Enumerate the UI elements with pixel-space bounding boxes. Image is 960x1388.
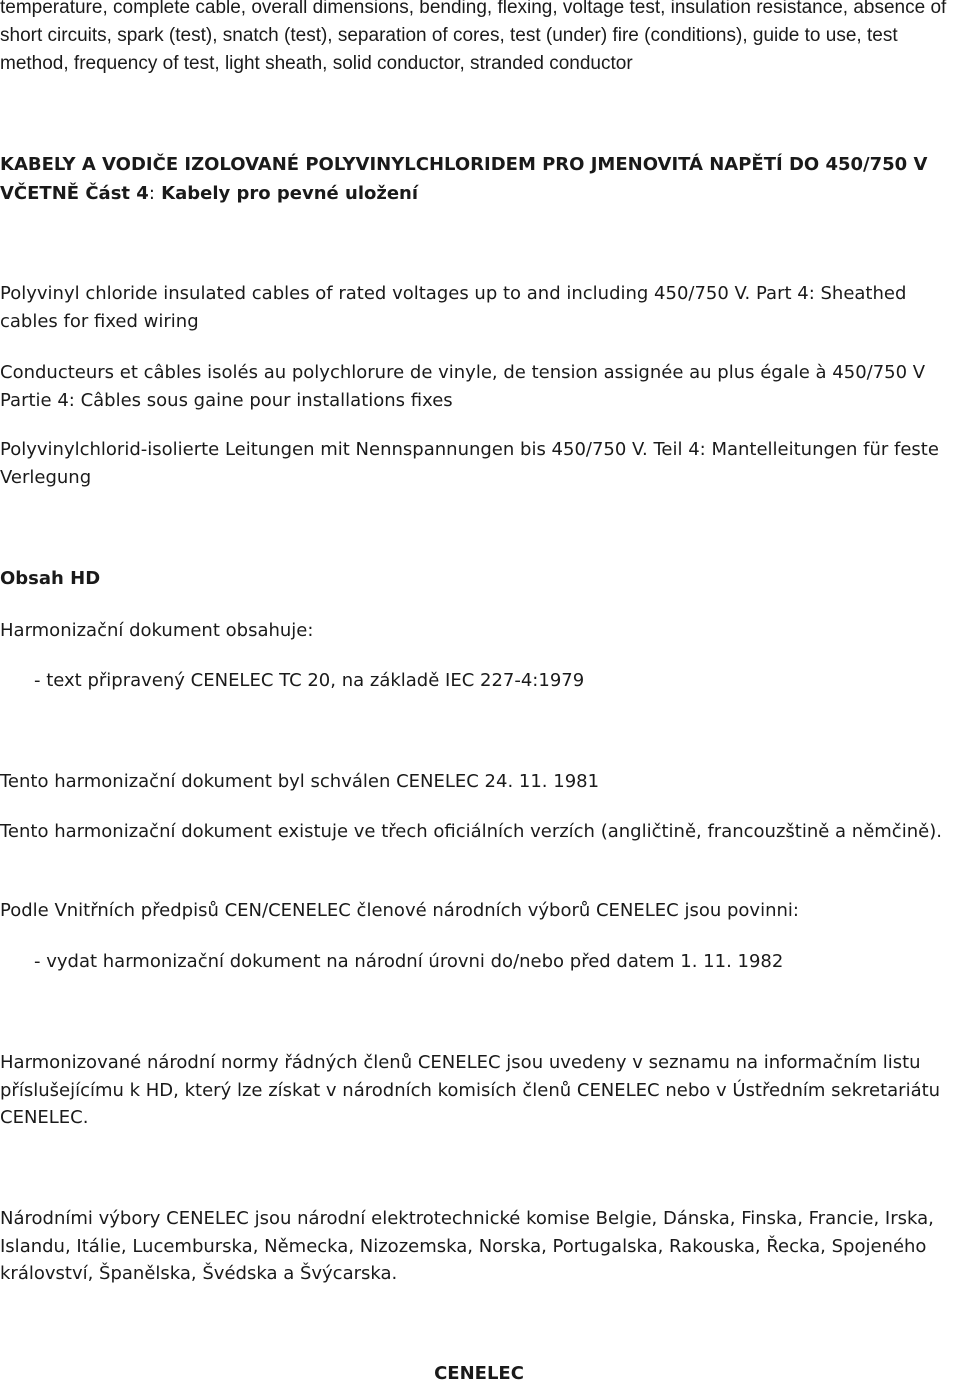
approval-statement: Tento harmonizační dokument byl schválen CENELEC 24. 11. 1981 [0, 771, 600, 792]
title-main: KABELY A VODIČE IZOLOVANÉ POLYVINYLCHLORIDEM PRO JMENOVITÁ NAPĚTÍ DO 450/750 V VČETNĚ Část 4 [0, 154, 928, 204]
national-committees-paragraph: Národními výbory CENELEC jsou národní elektrotechnické komise Belgie, Dánska, Finska, Francie, Irska, Islandu, Itálie, Lucemburska, Německa, Nizozemska, Norska, Portugalska, Rakouska, Řecka, Spojeného království, Španělska, Švédska a Švýcarska. [0, 1208, 934, 1284]
hd-content-heading: Obsah HD [0, 568, 101, 589]
document-title [0, 150, 958, 208]
english-title: Polyvinyl chloride insulated cables of rated voltages up to and including 450/750 V. Part 4: Sheathed cables for fixed wiring [0, 283, 907, 332]
footer-cenelec: CENELEC [434, 1363, 524, 1384]
title-colon: : [148, 183, 155, 204]
obligation-statement: Podle Vnitřních předpisů CEN/CENELEC členové národních výborů CENELEC jsou povinni: [0, 900, 799, 921]
obligation-item: - vydat harmonizační dokument na národní úrovni do/nebo před datem 1. 11. 1982 [34, 951, 784, 972]
french-title: Conducteurs et câbles isolés au polychlorure de vinyle, de tension assignée au plus égale à 450/750 V Partie 4: Câbles sous gaine pour installations fixes [0, 362, 926, 411]
german-title: Polyvinylchlorid-isolierte Leitungen mit Nennspannungen bis 450/750 V. Teil 4: Mantelleitungen für feste Verlegung [0, 439, 939, 488]
keywords-paragraph: temperature, complete cable, overall dimensions, bending, flexing, voltage test, insulation resistance, absence of short circuits, spark (test), snatch (test), separation of cores, test (under) fire (conditions), guide to use, test method, frequency of test, light sheath, solid conductor, stranded conductor [0, 0, 947, 74]
hd-content-intro: Harmonizační dokument obsahuje: [0, 620, 314, 641]
hd-content-item: - text připravený CENELEC TC 20, na základě IEC 227-4:1979 [34, 670, 585, 691]
national-standards-paragraph: Harmonizované národní normy řádných členů CENELEC jsou uvedeny v seznamu na informačním listu příslušejícímu k HD, který lze získat v národních komisích členů CENELEC nebo v Ústředním sekretariátu CENELEC. [0, 1052, 941, 1128]
title-sub: Kabely pro pevné uložení [154, 183, 419, 204]
versions-statement: Tento harmonizační dokument existuje ve třech oficiálních verzích (angličtině, francouzštině a němčině). [0, 821, 942, 842]
